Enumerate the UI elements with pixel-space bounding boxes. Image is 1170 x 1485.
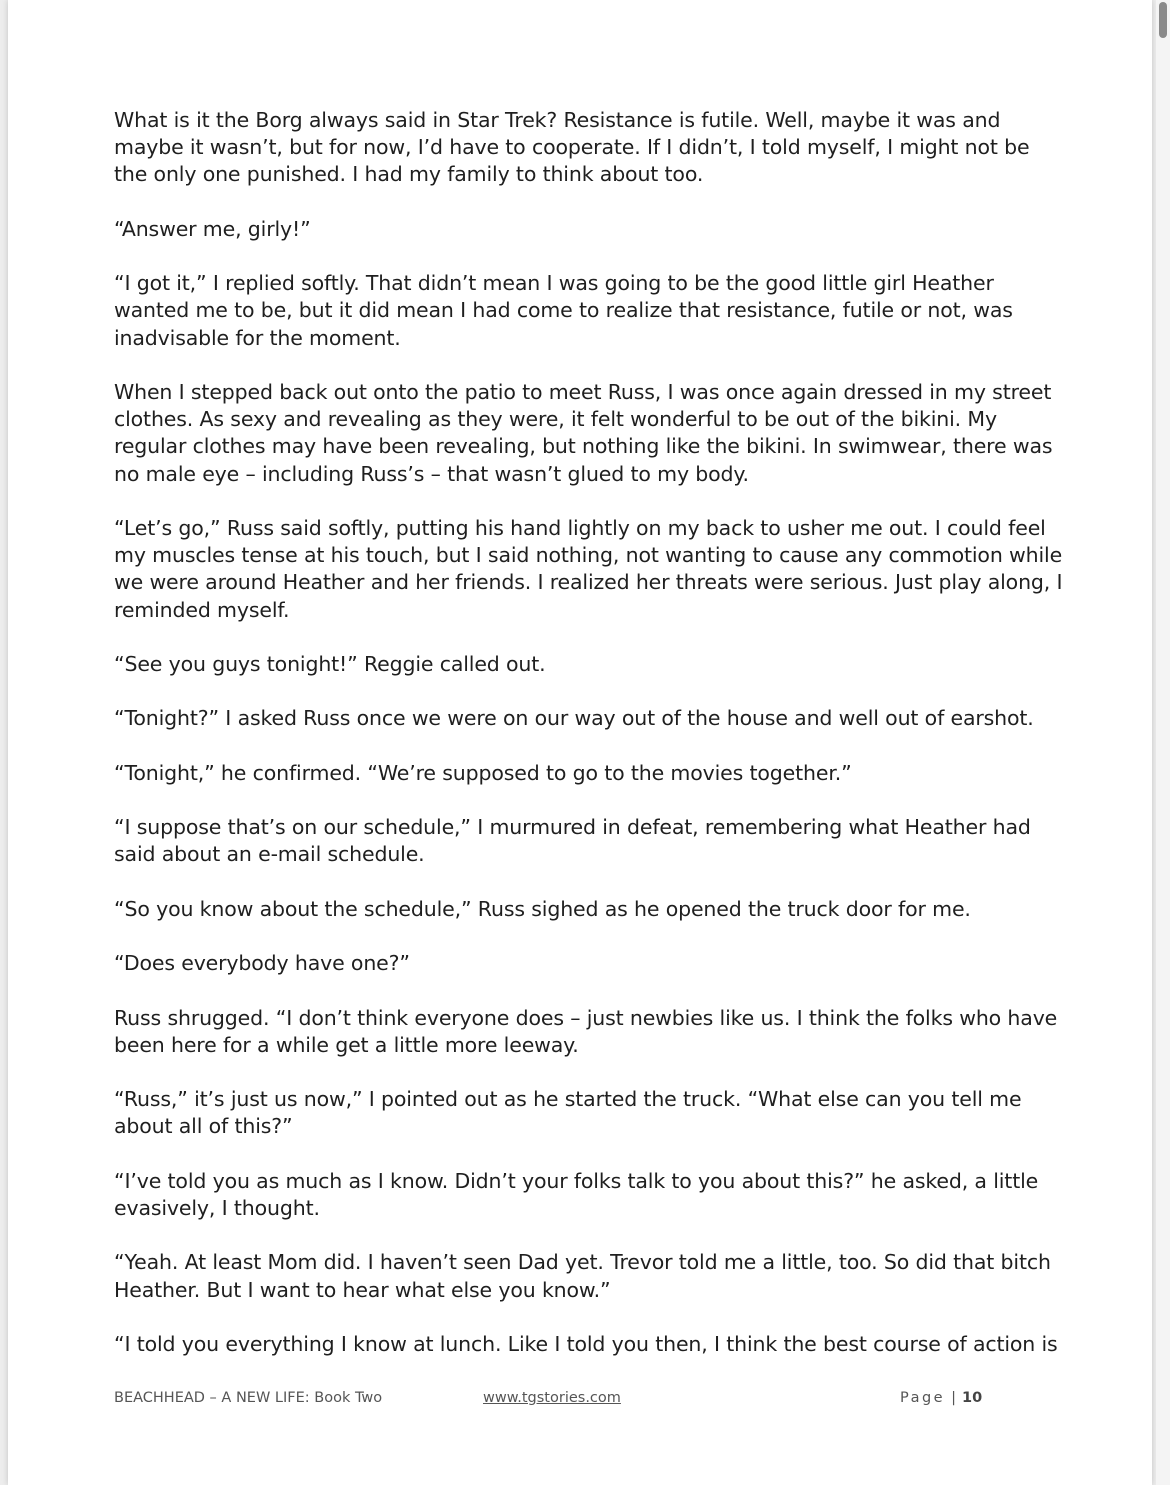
paragraph: “I suppose that’s on our schedule,” I murmured in defeat, remembering what Heather had said about an e-mail schedule. — [114, 815, 1031, 867]
paragraph: “I got it,” I replied softly. That didn’t mean I was going to be the good little girl Heather wanted me to be, but it did mean I had come to realize that resistance, futile or not, was inadvisable for the moment. — [114, 271, 1013, 350]
page-separator: | — [951, 1390, 956, 1406]
paragraph: “So you know about the schedule,” Russ sighed as he opened the truck door for me. — [114, 896, 971, 921]
scrollbar-thumb[interactable] — [1159, 2, 1167, 38]
page-number-value: 10 — [962, 1390, 983, 1406]
paragraph: “See you guys tonight!” Reggie called out. — [114, 651, 546, 676]
footer-page-number — [900, 1390, 982, 1406]
footer-website-link[interactable]: www.tgstories.com — [483, 1390, 621, 1406]
paragraph: “I told you everything I know at lunch. Like I told you then, I think the best course of action is — [114, 1331, 1058, 1356]
paragraph: “Yeah. At least Mom did. I haven’t seen Dad yet. Trevor told me a little, too. So did that bitch Heather. But I want to hear what else you know.” — [114, 1250, 1051, 1302]
document-page — [8, 0, 1152, 1485]
vertical-scrollbar[interactable] — [1156, 0, 1170, 1485]
paragraph: “Answer me, girly!” — [114, 216, 311, 241]
footer-book-title: BEACHHEAD – A NEW LIFE: Book Two — [114, 1390, 383, 1406]
paragraph: “Does everybody have one?” — [114, 951, 410, 976]
page-body — [114, 107, 1064, 1385]
paragraph: Russ shrugged. “I don’t think everyone does – just newbies like us. I think the folks who have been here for a while get a little more leeway. — [114, 1005, 1058, 1057]
paragraph: “Let’s go,” Russ said softly, putting his hand lightly on my back to usher me out. I could feel my muscles tense at his touch, but I said nothing, not wanting to cause any commotion while we were around Heather and her friends. I realized her threats were serious. Just play along, I reminded myself. — [114, 515, 1063, 622]
paragraph: When I stepped back out onto the patio to meet Russ, I was once again dressed in my street clothes. As sexy and revealing as they were, it felt wonderful to be out of the bikini. My regular clothes may have been revealing, but nothing like the bikini. In swimwear, there was no male eye – including Russ’s – that wasn’t glued to my body. — [114, 379, 1053, 486]
paragraph: “Tonight,” he confirmed. “We’re supposed to go to the movies together.” — [114, 760, 852, 785]
paragraph: “Russ,” it’s just us now,” I pointed out as he started the truck. “What else can you tell me about all of this?” — [114, 1087, 1022, 1139]
page-label: Page — [900, 1390, 946, 1406]
paragraph: What is it the Borg always said in Star Trek? Resistance is futile. Well, maybe it was and maybe it wasn’t, but for now, I’d have to cooperate. If I didn’t, I told myself, I might not be the only one punished. I had my family to think about too. — [114, 108, 1030, 187]
paragraph: “I’ve told you as much as I know. Didn’t your folks talk to you about this?” he asked, a little evasively, I thought. — [114, 1168, 1039, 1220]
paragraph: “Tonight?” I asked Russ once we were on our way out of the house and well out of earshot. — [114, 706, 1034, 731]
